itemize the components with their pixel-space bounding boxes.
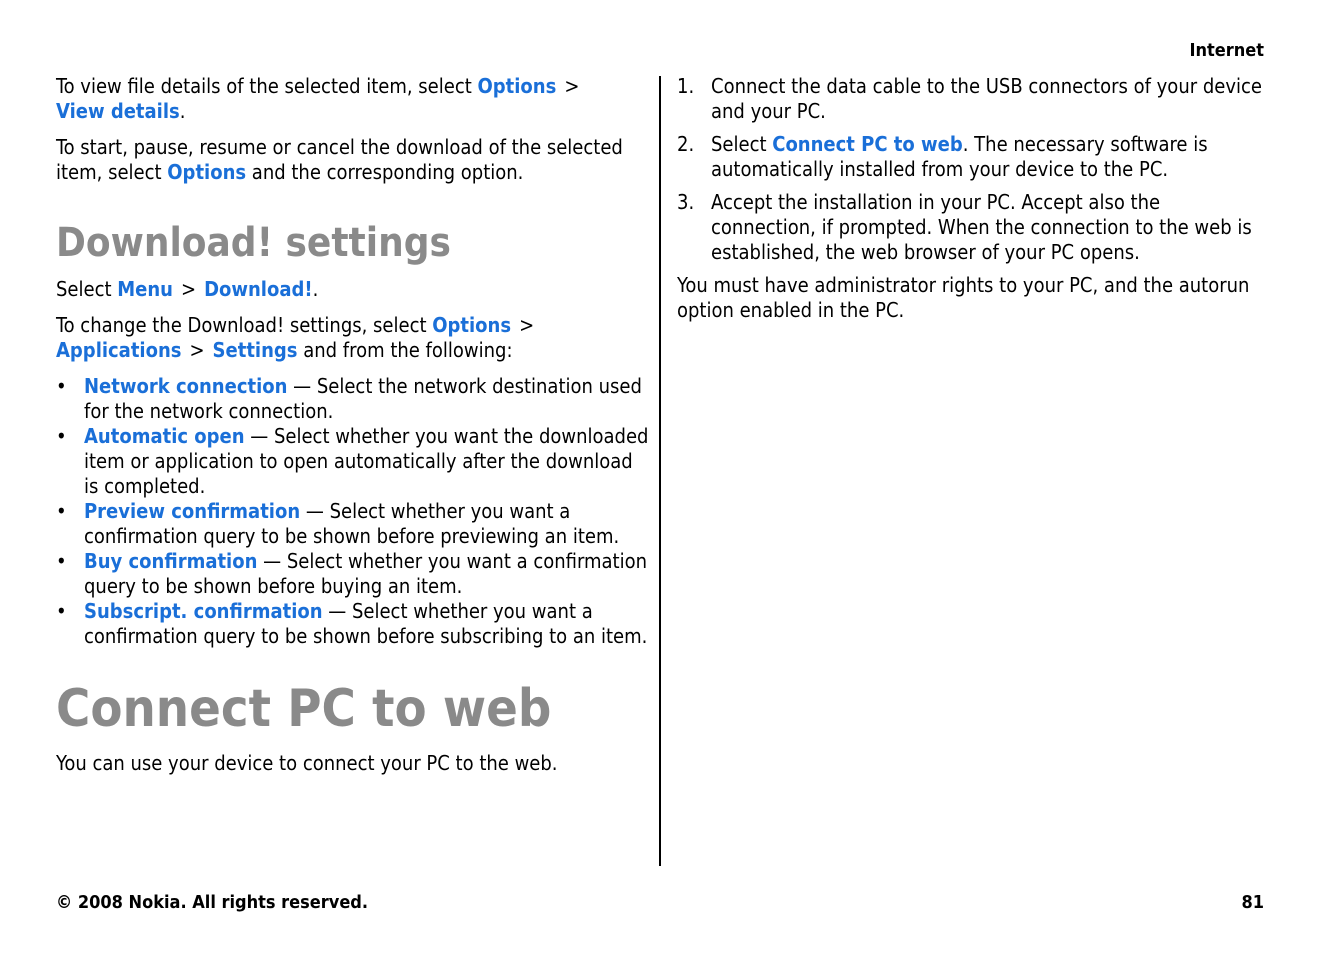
paragraph-change-settings: [56, 313, 651, 363]
list-item: [56, 424, 651, 499]
paragraph-admin-rights: You must have administrator rights to your PC, and the autorun option enabled in the PC.: [677, 273, 1250, 322]
paragraph-select-menu: [56, 277, 651, 302]
text: .: [312, 277, 319, 301]
options-link: Options: [432, 313, 512, 337]
setting-description: — Select whether you want a confirmation query to be shown before previewing an item.: [84, 499, 620, 548]
download-link: Download!: [204, 277, 313, 301]
paragraph-view-details: [56, 74, 651, 124]
step-number: 3.: [677, 190, 695, 214]
step-item: [677, 190, 1269, 265]
step-item: [677, 132, 1269, 182]
bullet-icon: •: [56, 499, 67, 523]
bullet-icon: •: [56, 374, 67, 398]
menu-separator: >: [519, 313, 535, 337]
text: To view file details of the selected item, select: [56, 74, 478, 98]
list-item: [56, 499, 651, 549]
running-header: Internet: [1189, 40, 1264, 61]
text: Select: [56, 277, 118, 301]
step-text: . The necessary software is automatically installed from your device to the PC.: [711, 132, 1208, 181]
menu-link: Menu: [117, 277, 173, 301]
text: To start, pause, resume or cancel the download of the selected item, select: [56, 135, 623, 184]
setting-description: — Select whether you want a confirmation query to be shown before subscribing to an item.: [84, 599, 648, 648]
right-column: [677, 74, 1269, 334]
list-item: [56, 599, 651, 649]
applications-link: Applications: [56, 338, 182, 362]
column-divider: [659, 76, 661, 866]
paragraph-download-control: [56, 135, 651, 185]
menu-separator: >: [564, 74, 580, 98]
heading-connect-pc: Connect PC to web: [56, 679, 552, 739]
connect-pc-to-web-link: Connect PC to web: [772, 132, 963, 156]
text: .: [179, 99, 186, 123]
step-item: [677, 74, 1269, 124]
step-number: 1.: [677, 74, 695, 98]
step-text: Connect the data cable to the USB connectors of your device and your PC.: [711, 74, 1262, 123]
settings-link: Settings: [212, 338, 298, 362]
list-item: [56, 549, 651, 599]
text: and the corresponding option.: [246, 160, 524, 184]
text: To change the Download! settings, select: [56, 313, 433, 337]
setting-description: — Select whether you want a confirmation query to be shown before buying an item.: [84, 549, 648, 598]
menu-separator: >: [189, 338, 205, 362]
setting-term: Automatic open: [84, 424, 245, 448]
text: and from the following:: [297, 338, 513, 362]
copyright: © 2008 Nokia. All rights reserved.: [56, 892, 369, 913]
heading-download-settings: Download! settings: [56, 220, 451, 266]
paragraph-connect-intro: You can use your device to connect your PC to the web.: [56, 751, 558, 775]
setting-description: — Select the network destination used for the network connection.: [84, 374, 642, 423]
step-text: Select: [711, 132, 773, 156]
step-text: Accept the installation in your PC. Accept also the connection, if prompted. When the connection to the web is established, the web browser of your PC opens.: [711, 190, 1252, 264]
bullet-icon: •: [56, 549, 67, 573]
options-link: Options: [167, 160, 247, 184]
bullet-icon: •: [56, 599, 67, 623]
steps-list: [677, 74, 1269, 265]
bullet-icon: •: [56, 424, 67, 448]
menu-separator: >: [180, 277, 197, 301]
left-column: [56, 74, 651, 787]
list-item: [56, 374, 651, 424]
setting-term: Preview confirmation: [84, 499, 301, 523]
step-number: 2.: [677, 132, 695, 156]
setting-term: Subscript. confirmation: [84, 599, 323, 623]
setting-term: Network connection: [84, 374, 288, 398]
view-details-link: View details: [56, 99, 180, 123]
page-number: 81: [1241, 892, 1264, 913]
setting-description: — Select whether you want the downloaded item or application to open automatically after the download is completed.: [84, 424, 649, 498]
setting-term: Buy confirmation: [84, 549, 258, 573]
options-link: Options: [477, 74, 557, 98]
settings-list: [56, 374, 651, 649]
